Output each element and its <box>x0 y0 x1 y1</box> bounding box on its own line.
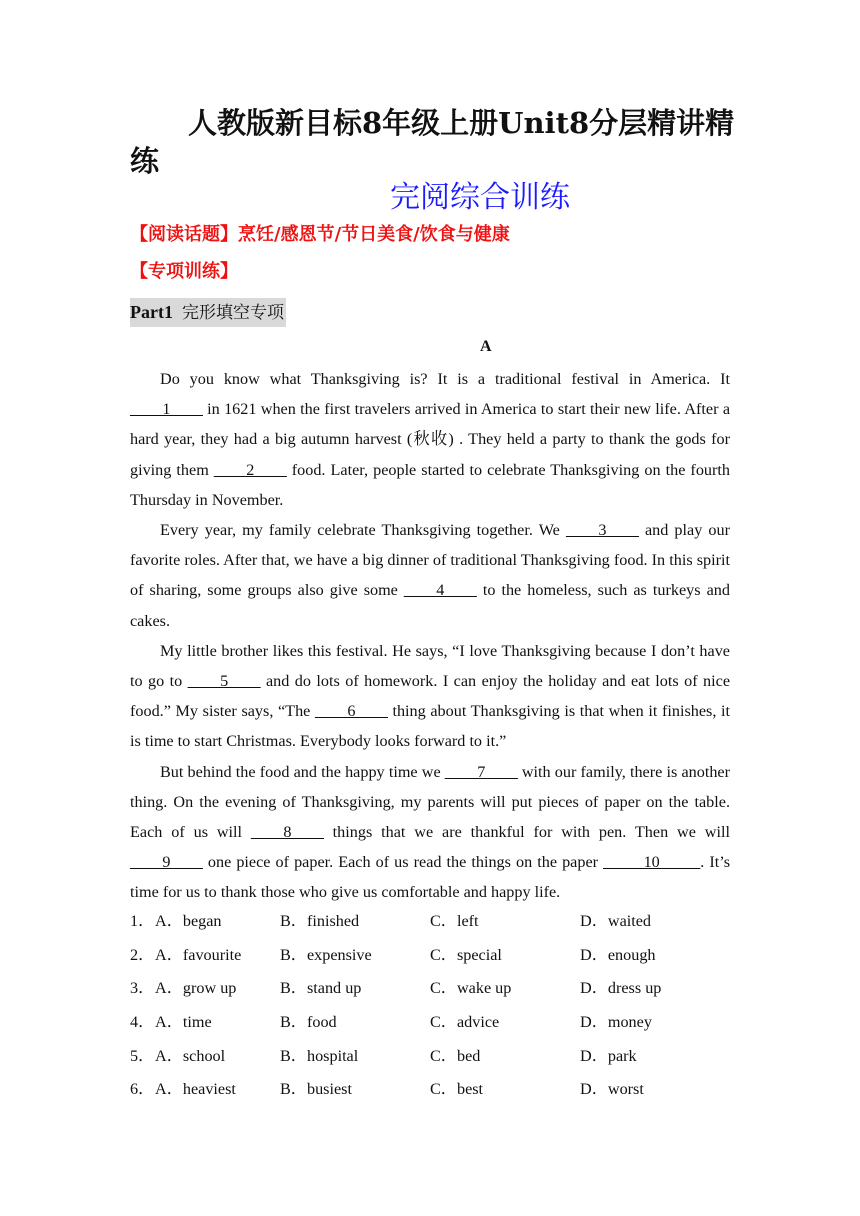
passage-text: and do lots of homework. I can enjoy the holiday and eat lots of nice food.” My sister says, “The <box>130 672 730 721</box>
blank-4: ____4____ <box>403 581 477 600</box>
passage-text: things that we are thankful for with pen. Then we will <box>323 823 730 842</box>
option-d[interactable]: D．park <box>580 1046 637 1065</box>
passage-text: to the homeless, such as turkeys and cakes. <box>130 581 730 630</box>
option-d[interactable]: D．money <box>580 1013 652 1032</box>
option-d[interactable]: D．enough <box>580 945 656 964</box>
document-title: 人教版新目标8年级上册Unit8分层精讲精练 <box>130 106 735 178</box>
passage-text: My little brother likes this festival. He says, “I love Thanksgiving because I don’t have to go to <box>130 641 730 691</box>
blank-1: ____1____ <box>130 400 203 419</box>
blank-10: _____10_____ <box>603 853 701 872</box>
section-letter: A <box>480 338 492 355</box>
option-a[interactable]: A．grow up <box>155 979 237 998</box>
option-b[interactable]: B．hospital <box>280 1046 359 1065</box>
passage-text: in 1621 when the first travelers arrived in America to start their new life. After a hard year, they had a big autumn harvest (秋收) . They held a party to thank the gods for giving them <box>130 400 730 479</box>
passage-text: food. Later, people started to celebrate Thanksgiving on the fourth Thursday in November. <box>130 460 730 509</box>
passage-text: Do you know what Thanksgiving is? It is a traditional festival in America. It <box>160 370 730 388</box>
option-a[interactable]: A．time <box>155 1013 212 1032</box>
passage-text: thing about Thanksgiving is that when it finishes, it is time to start Christmas. Everybody looks forward to it.” <box>130 702 730 751</box>
passage-text: But behind the food and the happy time we <box>160 762 445 781</box>
passage-paragraph-3 <box>130 636 730 757</box>
blank-9: ____9____ <box>130 853 203 872</box>
part-name: 完形填空专项 <box>181 303 284 323</box>
option-c[interactable]: C．advice <box>430 1013 500 1032</box>
option-b[interactable]: B．food <box>280 1013 337 1032</box>
option-b[interactable]: B．finished <box>280 912 360 930</box>
option-c[interactable]: C．left <box>430 912 479 930</box>
question-row <box>130 974 730 1008</box>
document-subtitle: 完阅综合训练 <box>390 180 570 215</box>
part-heading <box>130 298 286 327</box>
option-c[interactable]: C．special <box>430 945 502 964</box>
option-d[interactable]: D．waited <box>580 912 652 930</box>
passage-text: and play our favorite roles. After that, we have a big dinner of traditional Thanksgiving food. In this spirit of sharing, some groups also give some <box>130 521 730 600</box>
passage-paragraph-2 <box>130 515 730 636</box>
question-number: 3． <box>130 979 155 998</box>
passage-text: . It’s time for us to thank those who give us comfortable and happy life. <box>130 853 731 902</box>
passage-text: one piece of paper. Each of us read the things on the paper <box>202 853 604 872</box>
question-number: 1． <box>130 912 155 930</box>
question-number: 5． <box>130 1046 155 1065</box>
reading-topic: 【阅读话题】烹饪/感恩节/节日美食/饮食与健康 <box>130 224 510 245</box>
option-c[interactable]: C．wake up <box>430 979 512 998</box>
passage-text: Every year, my family celebrate Thanksgiving together. We <box>160 521 566 540</box>
passage-paragraph-4 <box>130 757 730 908</box>
option-b[interactable]: B．stand up <box>280 979 362 998</box>
blank-6: ____6____ <box>314 702 388 721</box>
question-number: 4． <box>130 1013 155 1032</box>
question-number: 2． <box>130 945 155 964</box>
option-a[interactable]: A．favourite <box>155 945 242 964</box>
option-b[interactable]: B．expensive <box>280 945 372 964</box>
question-row <box>130 1042 730 1076</box>
option-c[interactable]: C．best <box>430 1080 484 1099</box>
option-a[interactable]: A．school <box>155 1046 226 1065</box>
option-b[interactable]: B．busiest <box>280 1080 352 1099</box>
question-row <box>130 1075 730 1109</box>
blank-5: ____5____ <box>187 672 261 691</box>
part-label: Part1 <box>130 302 173 322</box>
option-a[interactable]: A．began <box>155 912 222 930</box>
passage-paragraph-1 <box>130 364 730 515</box>
question-number: 6． <box>130 1080 155 1099</box>
blank-8: ____8____ <box>250 823 324 842</box>
blank-7: ____7____ <box>444 762 518 781</box>
option-c[interactable]: C．bed <box>430 1046 481 1065</box>
blank-3: ____3____ <box>565 521 639 540</box>
option-a[interactable]: A．heaviest <box>155 1080 236 1099</box>
special-training-heading: 【专项训练】 <box>130 261 238 282</box>
option-d[interactable]: D．worst <box>580 1080 644 1099</box>
answer-options <box>130 907 730 1109</box>
blank-2: ____2____ <box>213 460 287 479</box>
question-row <box>130 1008 730 1042</box>
question-row <box>130 941 730 975</box>
question-row <box>130 907 730 941</box>
option-d[interactable]: D．dress up <box>580 979 662 998</box>
cloze-passage <box>130 364 730 908</box>
passage-text: with our family, there is another thing. On the evening of Thanksgiving, my parents will put pieces of paper on the table. Each of us will <box>130 762 730 842</box>
